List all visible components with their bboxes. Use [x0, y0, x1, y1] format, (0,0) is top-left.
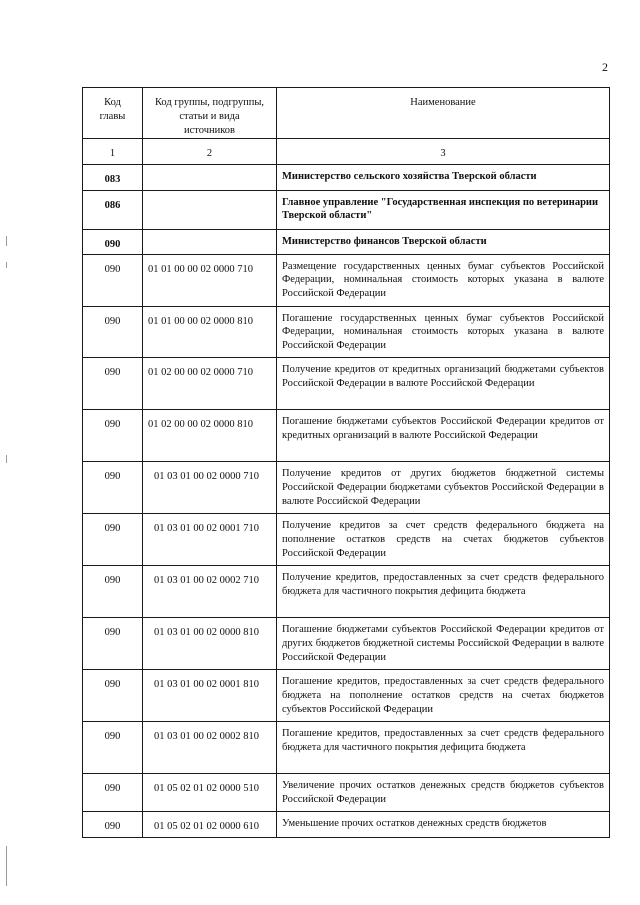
chapter-code: 090: [83, 462, 143, 514]
chapter-code: 090: [83, 229, 143, 254]
chapter-code: 083: [83, 164, 143, 190]
scan-artifact: [6, 262, 7, 268]
scan-artifact: [6, 846, 7, 886]
scan-artifact: [6, 455, 7, 463]
header-source-code: Код группы, подгруппы, статьи и вида источников: [143, 88, 277, 139]
chapter-code: 090: [83, 410, 143, 462]
column-number: 3: [277, 138, 610, 164]
source-code: 01 01 00 00 02 0000 810: [143, 306, 277, 358]
item-name: Погашение кредитов, предоставленных за счет средств федерального бюджета для частичного покрытия дефицита бюджета: [277, 722, 610, 774]
table-row: [83, 164, 610, 190]
chapter-code: 090: [83, 618, 143, 670]
table-row: [83, 190, 610, 229]
source-code: 01 03 01 00 02 0002 810: [143, 722, 277, 774]
chapter-code: 090: [83, 670, 143, 722]
source-code: 01 05 02 01 02 0000 610: [143, 812, 277, 838]
chapter-code: 090: [83, 774, 143, 812]
item-name: Погашение бюджетами субъектов Российской Федерации кредитов от других бюджетов бюджетной системы Российской Федерации в валюте Российской Федерации: [277, 618, 610, 670]
page-number: 2: [602, 60, 608, 74]
table-header-row: [83, 88, 610, 139]
item-name: Погашение кредитов, предоставленных за счет средств федерального бюджета на пополнение остатков средств на счетах бюджетов субъектов Российской Федерации: [277, 670, 610, 722]
source-code: 01 05 02 01 02 0000 510: [143, 774, 277, 812]
item-name: Получение кредитов за счет средств федерального бюджета на пополнение остатков средств на счетах бюджетов субъектов Российской Федерации: [277, 514, 610, 566]
chapter-code: 090: [83, 306, 143, 358]
chapter-code: 090: [83, 722, 143, 774]
chapter-code: 090: [83, 514, 143, 566]
header-chapter-code: Код главы: [83, 88, 143, 139]
chapter-code: 090: [83, 566, 143, 618]
table-row: [83, 774, 610, 812]
chapter-code: 090: [83, 812, 143, 838]
item-name: Получение кредитов от кредитных организаций бюджетами субъектов Российской Федерации в валюте Российской Федерации: [277, 358, 610, 410]
table-row: [83, 306, 610, 358]
table-row: [83, 254, 610, 306]
column-number-row: [83, 138, 610, 164]
chapter-code: 086: [83, 190, 143, 229]
item-name: Получение кредитов, предоставленных за счет средств федерального бюджета для частичного покрытия дефицита бюджета: [277, 566, 610, 618]
source-code: 01 02 00 00 02 0000 810: [143, 410, 277, 462]
item-name: Главное управление "Государственная инспекция по ветеринарии Тверской области": [277, 190, 610, 229]
chapter-code: 090: [83, 254, 143, 306]
item-name: Размещение государственных ценных бумаг субъектов Российской Федерации, номинальная стоимость которых указана в валюте Российской Федерации: [277, 254, 610, 306]
item-name: Уменьшение прочих остатков денежных средств бюджетов: [277, 812, 610, 838]
source-code: 01 03 01 00 02 0001 810: [143, 670, 277, 722]
header-name: Наименование: [277, 88, 610, 139]
table-row: [83, 618, 610, 670]
column-number: 1: [83, 138, 143, 164]
item-name: Получение кредитов от других бюджетов бюджетной системы Российской Федерации бюджетами субъектов Российской Федерации в валюте Российской Федерации: [277, 462, 610, 514]
source-code: 01 03 01 00 02 0000 810: [143, 618, 277, 670]
source-code: [143, 164, 277, 190]
column-number: 2: [143, 138, 277, 164]
source-code: 01 03 01 00 02 0001 710: [143, 514, 277, 566]
source-code: 01 03 01 00 02 0000 710: [143, 462, 277, 514]
source-code: 01 01 00 00 02 0000 710: [143, 254, 277, 306]
table-row: [83, 358, 610, 410]
table-row: [83, 462, 610, 514]
source-code: [143, 190, 277, 229]
item-name: Погашение бюджетами субъектов Российской Федерации кредитов от кредитных организаций в валюте Российской Федерации: [277, 410, 610, 462]
source-code: [143, 229, 277, 254]
table-row: [83, 812, 610, 838]
source-code: 01 02 00 00 02 0000 710: [143, 358, 277, 410]
table-row: [83, 722, 610, 774]
sources-table: [82, 87, 610, 838]
table-row: [83, 566, 610, 618]
scan-artifact: [6, 236, 7, 246]
table-row: [83, 514, 610, 566]
table-row: [83, 229, 610, 254]
item-name: Министерство финансов Тверской области: [277, 229, 610, 254]
item-name: Увеличение прочих остатков денежных средств бюджетов субъектов Российской Федерации: [277, 774, 610, 812]
table-row: [83, 670, 610, 722]
table-row: [83, 410, 610, 462]
source-code: 01 03 01 00 02 0002 710: [143, 566, 277, 618]
item-name: Министерство сельского хозяйства Тверской области: [277, 164, 610, 190]
item-name: Погашение государственных ценных бумаг субъектов Российской Федерации, номинальная стоимость которых указана в валюте Российской Федерации: [277, 306, 610, 358]
chapter-code: 090: [83, 358, 143, 410]
